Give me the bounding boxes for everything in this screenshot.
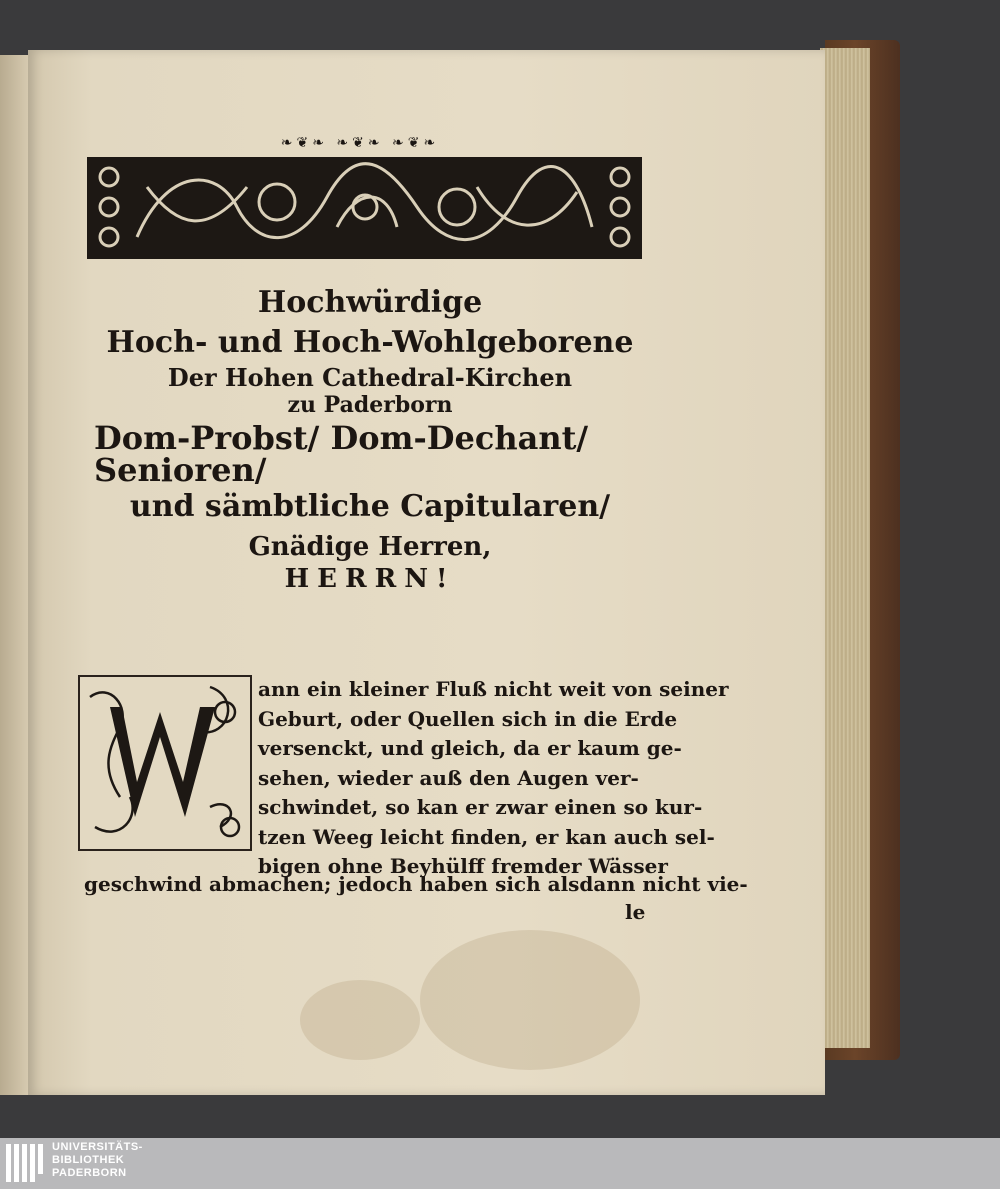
body-line: sehen, wieder auß den Augen ver- (258, 765, 639, 790)
heading-line-1: Hochwürdige (257, 285, 483, 320)
library-footer (0, 1138, 1000, 1189)
dedication-heading (80, 285, 660, 594)
body-last-line: geschwind abmachen; jedoch haben sich alsdann nicht vie- (84, 872, 748, 896)
catchword: le (625, 900, 646, 924)
heading-line-4: zu Paderborn (287, 392, 453, 418)
body-line: schwindet, so kan er zwar einen so kur- (258, 795, 703, 819)
library-logo-icon (6, 1144, 46, 1182)
body-line: bigen ohne Beyhülff fremder Wässer (258, 854, 668, 878)
decorated-initial-w (78, 675, 252, 851)
top-ornament: ❧❦❧ ❧❦❧ ❧❦❧ (280, 135, 440, 151)
body-line: versenckt, und gleich, da er kaum ge- (258, 736, 682, 760)
page-edges (820, 48, 870, 1048)
heading-line-3: Der Hohen Cathedral-Kirchen (167, 363, 573, 392)
paper-stain (300, 980, 420, 1060)
body-line: tzen Weeg leicht finden, er kan auch sel- (258, 824, 715, 849)
logo-line: UNIVERSITÄTS- (52, 1141, 143, 1153)
heading-line-6: und sämbtliche Capitularen/ (129, 489, 611, 524)
heading-line-2: Hoch- und Hoch-Wohlgeborene (106, 325, 634, 360)
headpiece-ornament (87, 157, 642, 259)
paper-stain (420, 930, 640, 1070)
left-page-edge (0, 55, 30, 1095)
library-logo-text (52, 1141, 143, 1180)
body-text (258, 675, 729, 882)
heading-line-7: Gnädige Herren, (248, 532, 492, 562)
logo-line: PADERBORN (52, 1167, 127, 1179)
heading-line-5: Dom-Probst/ Dom-Dechant/ Senioren/ (94, 419, 589, 489)
body-line: ann ein kleiner Fluß nicht weit von seiner (258, 677, 729, 701)
body-line: Geburt, oder Quellen sich in die Erde (258, 706, 678, 731)
logo-line: BIBLIOTHEK (52, 1154, 125, 1166)
heading-line-8: HERRN! (284, 564, 456, 594)
